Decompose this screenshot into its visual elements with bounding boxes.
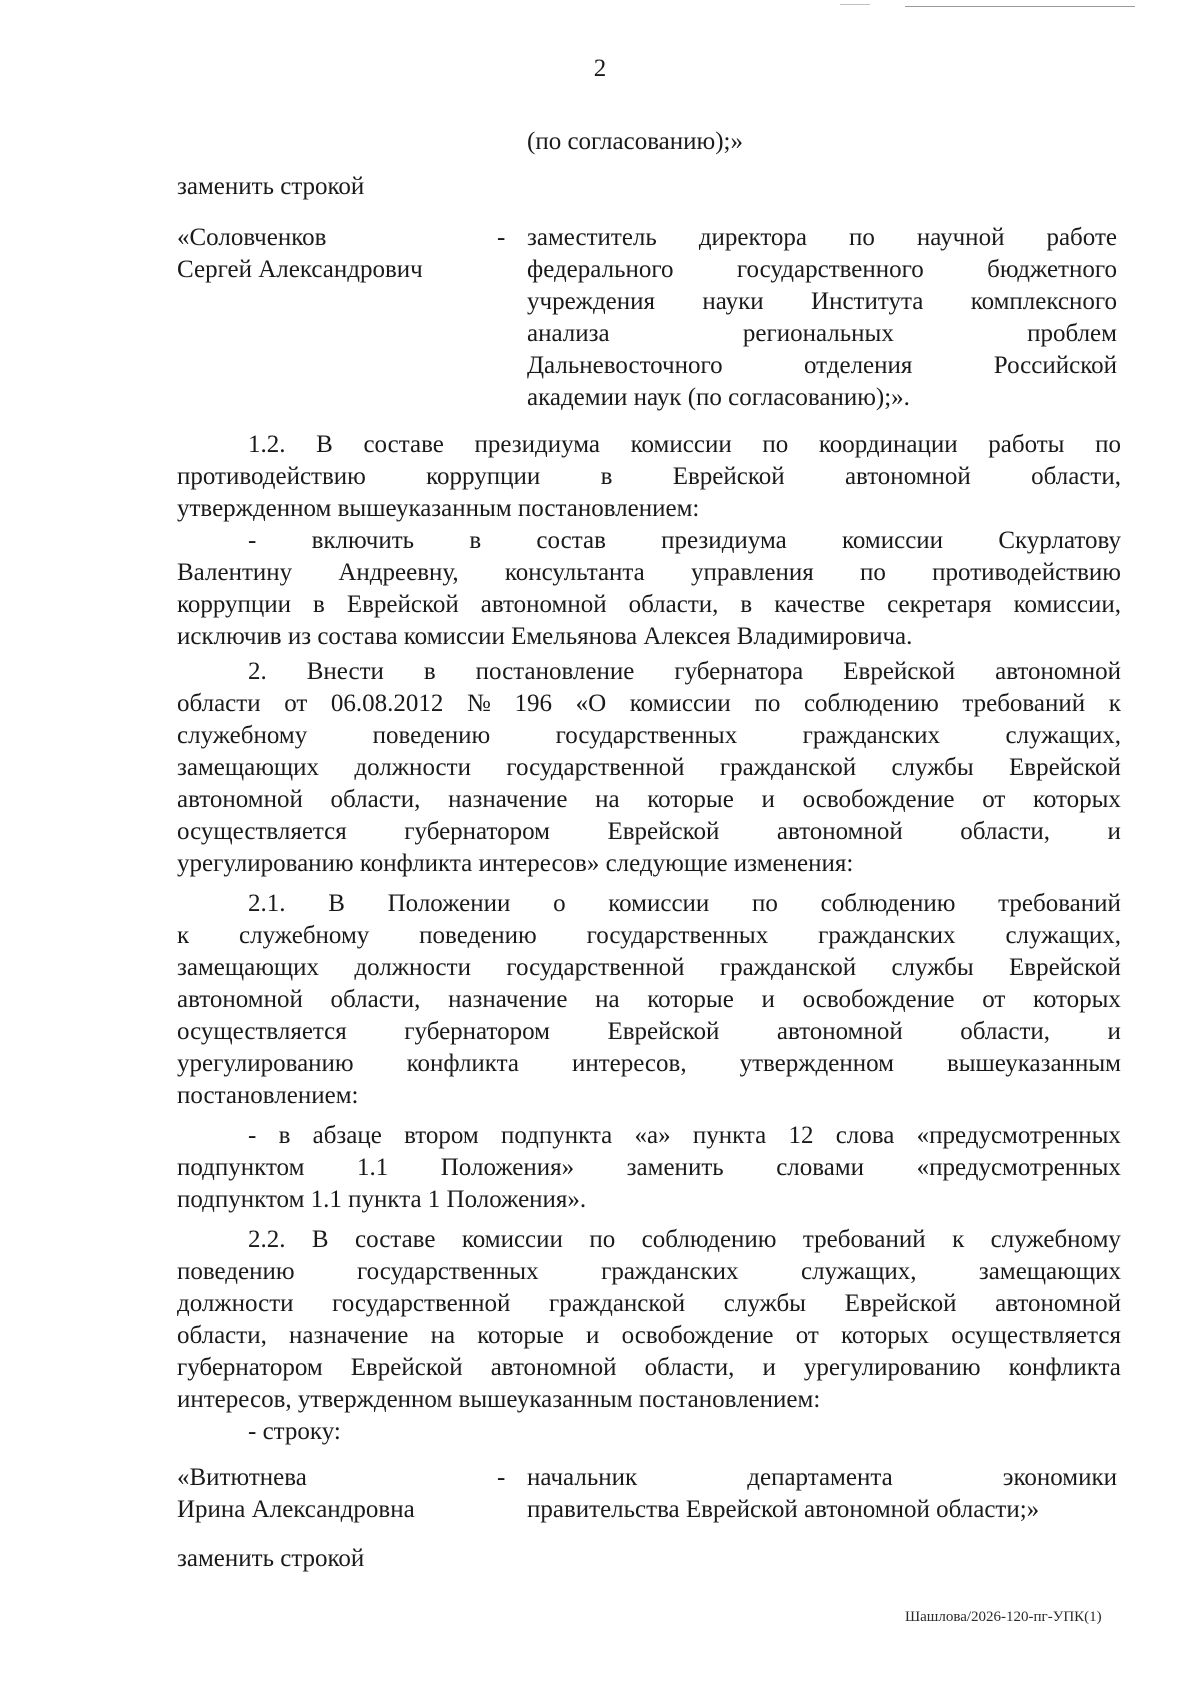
stroku-label: - строку: bbox=[248, 1418, 341, 1445]
entry-1-dash: - bbox=[497, 224, 506, 251]
top-line: (по согласованию);» bbox=[527, 128, 743, 155]
para-2-2-line: поведению государственных гражданских служащих, замещающих bbox=[177, 1258, 1121, 1285]
para-2-line: служебному поведению государственных гражданских служащих, bbox=[177, 722, 1121, 749]
footer-document-code: Шашлова/2026-120-пг-УПК(1) bbox=[905, 1609, 1102, 1625]
entry-2-name-line1: «Витютнева bbox=[177, 1464, 307, 1491]
para-2-1-first: 2.1. В Положении о комиссии по соблюдению требований bbox=[248, 890, 1121, 917]
para-2-line: автономной области, назначение на которые и освобождение от которых bbox=[177, 786, 1121, 813]
para-2-1-line: к служебному поведению государственных гражданских служащих, bbox=[177, 922, 1121, 949]
para-2-1-line: урегулированию конфликта интересов, утвержденном вышеуказанным bbox=[177, 1050, 1121, 1077]
para-2-first: 2. Внести в постановление губернатора Еврейской автономной bbox=[248, 658, 1121, 685]
entry-1-desc-line: федерального государственного бюджетного bbox=[527, 256, 1117, 283]
entry-1-name-line1: «Соловченков bbox=[177, 224, 327, 251]
para-include-line: Валентину Андреевну, консультанта управления по противодействию bbox=[177, 559, 1121, 586]
para-include-line: коррупции в Еврейской автономной области, в качестве секретаря комиссии, bbox=[177, 591, 1121, 618]
para-2-last: урегулированию конфликта интересов» следующие изменения: bbox=[177, 850, 854, 877]
para-2-2-last: интересов, утвержденном вышеуказанным постановлением: bbox=[177, 1386, 821, 1413]
para-1-2-first: 1.2. В составе президиума комиссии по координации работы по bbox=[248, 431, 1121, 458]
replace-label-2: заменить строкой bbox=[177, 1545, 365, 1572]
para-2-2-line: губернатором Еврейской автономной области, и урегулированию конфликта bbox=[177, 1354, 1121, 1381]
para-1-2-last: утвержденном вышеуказанным постановлением: bbox=[177, 495, 700, 522]
entry-1-desc-line: учреждения науки Института комплексного bbox=[527, 288, 1117, 315]
entry-1-name-line2: Сергей Александрович bbox=[177, 256, 423, 283]
scan-artifact-line-small bbox=[840, 4, 870, 5]
para-1-2-line: противодействию коррупции в Еврейской автономной области, bbox=[177, 463, 1121, 490]
para-abzac-first: - в абзаце втором подпункта «а» пункта 12 слова «предусмотренных bbox=[248, 1122, 1121, 1149]
para-2-1-line: автономной области, назначение на которые и освобождение от которых bbox=[177, 986, 1121, 1013]
para-abzac-last: подпунктом 1.1 пункта 1 Положения». bbox=[177, 1186, 587, 1213]
entry-1-desc-line: Дальневосточного отделения Российской bbox=[527, 352, 1117, 379]
para-2-line: осуществляется губернатором Еврейской автономной области, и bbox=[177, 818, 1121, 845]
entry-1-desc-last: академии наук (по согласованию);». bbox=[527, 384, 910, 411]
entry-2-dash: - bbox=[497, 1464, 506, 1491]
para-2-1-line: замещающих должности государственной гражданской службы Еврейской bbox=[177, 954, 1121, 981]
page-number: 2 bbox=[593, 55, 607, 82]
para-2-2-line: должности государственной гражданской службы Еврейской автономной bbox=[177, 1290, 1121, 1317]
para-2-2-line: области, назначение на которые и освобождение от которых осуществляется bbox=[177, 1322, 1121, 1349]
para-abzac-line: подпунктом 1.1 Положения» заменить словами «предусмотренных bbox=[177, 1154, 1121, 1181]
entry-1-desc-line: анализа региональных проблем bbox=[527, 320, 1117, 347]
entry-2-desc-line1: начальник департамента экономики bbox=[527, 1464, 1117, 1491]
para-2-line: области от 06.08.2012 № 196 «О комиссии по соблюдению требований к bbox=[177, 690, 1121, 717]
para-include-last: исключив из состава комиссии Емельянова Алексея Владимировича. bbox=[177, 623, 913, 650]
entry-2-name-line2: Ирина Александровна bbox=[177, 1496, 415, 1523]
para-2-2-first: 2.2. В составе комиссии по соблюдению требований к служебному bbox=[248, 1226, 1121, 1253]
entry-2-desc-line2: правительства Еврейской автономной области;» bbox=[527, 1496, 1040, 1523]
replace-label-1: заменить строкой bbox=[177, 173, 365, 200]
para-2-1-line: осуществляется губернатором Еврейской автономной области, и bbox=[177, 1018, 1121, 1045]
entry-1-desc-line: заместитель директора по научной работе bbox=[527, 224, 1117, 251]
para-2-line: замещающих должности государственной гражданской службы Еврейской bbox=[177, 754, 1121, 781]
para-include-first: - включить в состав президиума комиссии Скурлатову bbox=[248, 527, 1121, 554]
para-2-1-last: постановлением: bbox=[177, 1082, 359, 1109]
scan-artifact-line bbox=[905, 6, 1135, 7]
